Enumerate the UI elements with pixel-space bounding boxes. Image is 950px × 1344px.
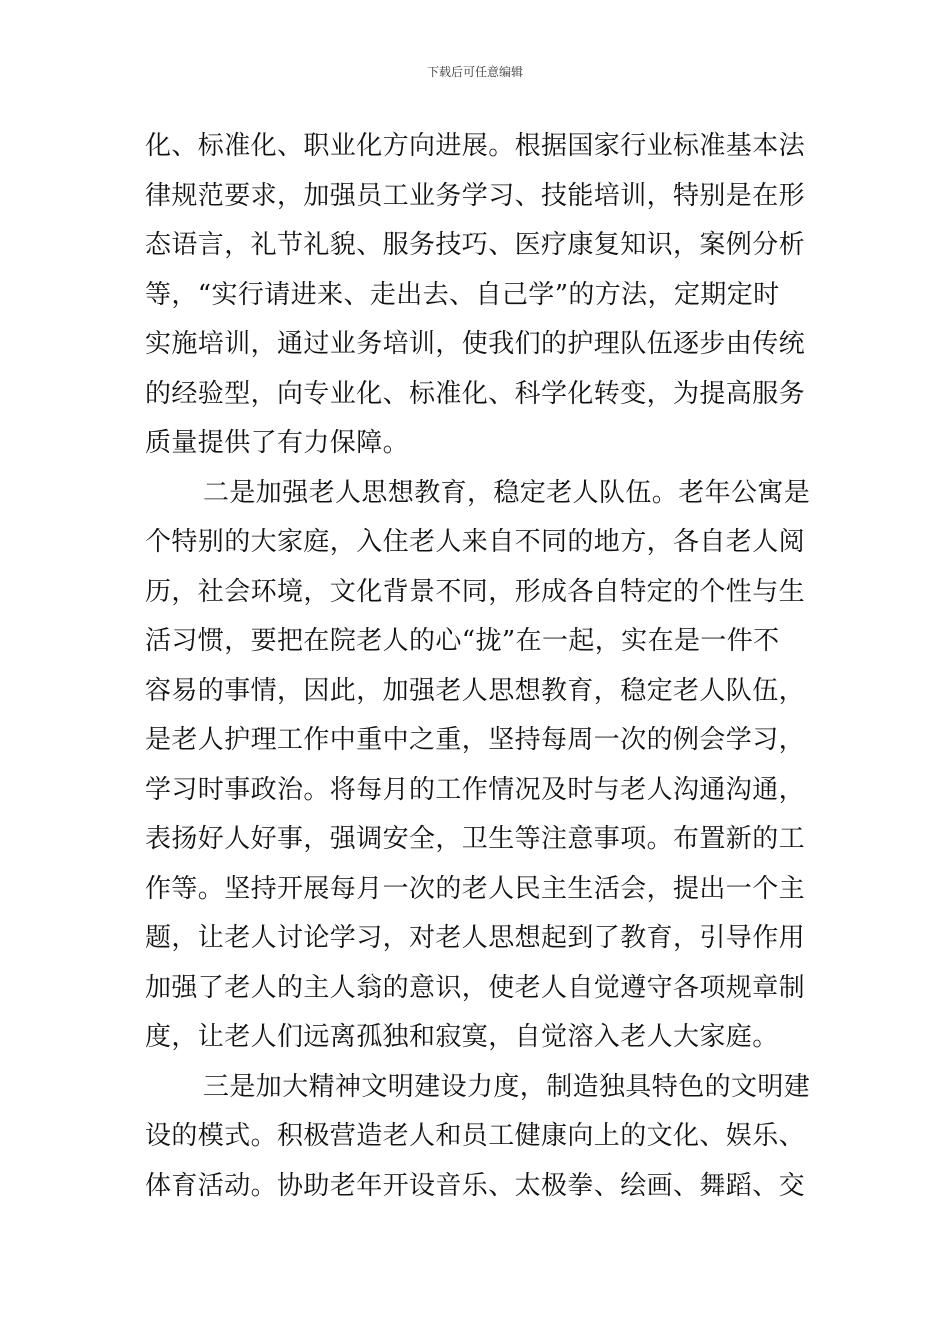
text-line: 活习惯，要把在院老人的心“拢”在一起，实在是一件不 — [145, 626, 780, 656]
text-line: 二是加强老人思想教育，稳定老人队伍。老年公寓是 — [203, 477, 810, 508]
text-line: 三是加大精神文明建设力度，制造独具特色的文明建 — [203, 1071, 810, 1102]
text-line: 个特别的大家庭，入住老人来自不同的地方，各自老人阅 — [145, 527, 806, 557]
page-header: 下载后可任意编辑 — [426, 65, 523, 79]
text-line: 学习时事政治。将每月的工作情况及时与老人沟通沟通， — [145, 774, 806, 805]
text-line: 是老人护理工作中重中之重，坚持每周一次的例会学习， — [145, 725, 806, 755]
text-line: 实施培训，通过业务培训，使我们的护理队伍逐步由传统 — [145, 329, 806, 359]
text-line: 律规范要求，加强员工业务学习、技能培训，特别是在形 — [145, 180, 806, 211]
text-line: 加强了老人的主人翁的意识，使老人自觉遵守各项规章制 — [145, 972, 806, 1003]
text-line: 化、标准化、职业化方向进展。根据国家行业标准基本法 — [145, 131, 806, 161]
text-line: 表扬好人好事，强调安全，卫生等注意事项。布置新的工 — [145, 824, 806, 854]
text-line: 历，社会环境，文化背景不同，形成各自特定的个性与生 — [145, 576, 806, 607]
text-line: 体育活动。协助老年开设音乐、太极拳、绘画、舞蹈、交 — [145, 1170, 806, 1201]
text-line: 的经验型，向专业化、标准化、科学化转变，为提高服务 — [145, 378, 806, 409]
text-line: 设的模式。积极营造老人和员工健康向上的文化、娱乐、 — [145, 1121, 806, 1151]
body-text — [145, 122, 810, 1211]
text-line: 质量提供了有力保障。 — [145, 428, 410, 458]
text-line: 等，“实行请进来、走出去、自己学”的方法，定期定时 — [145, 279, 780, 310]
text-line: 作等。坚持开展每月一次的老人民主生活会，提出一个主 — [145, 873, 806, 904]
text-line: 度，让老人们远离孤独和寂寞，自觉溶入老人大家庭。 — [145, 1022, 779, 1052]
text-line: 题，让老人讨论学习，对老人思想起到了教育，引导作用 — [145, 923, 806, 953]
text-line: 态语言，礼节礼貌、服务技巧、医疗康复知识，案例分析 — [145, 230, 806, 260]
text-line: 容易的事情，因此，加强老人思想教育，稳定老人队伍， — [145, 675, 806, 706]
